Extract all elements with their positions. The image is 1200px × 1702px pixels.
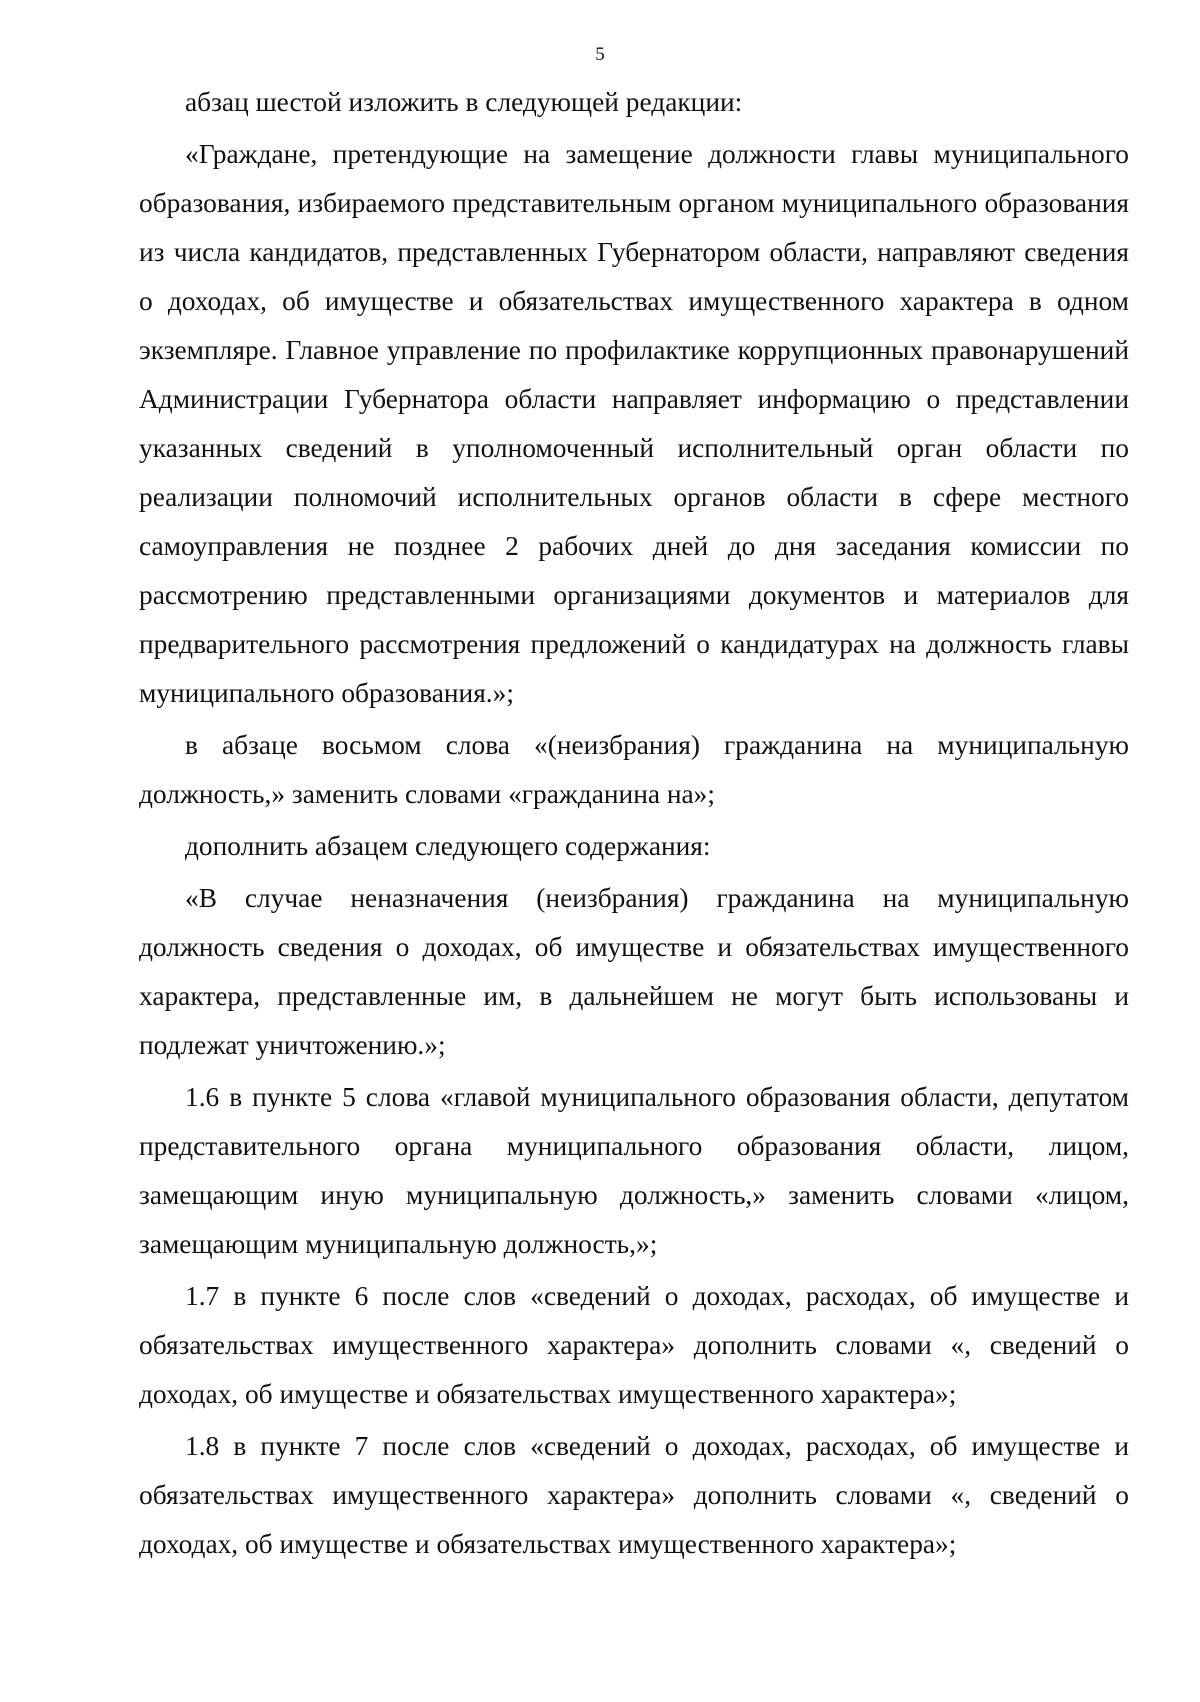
paragraph-supplement: дополнить абзацем следующего содержания: [185, 831, 711, 861]
document-body [139, 78, 1129, 1572]
paragraph-amendment-8: в абзаце восьмом слова «(неизбрания) гражданина на муниципальную должность,» заменить словами «гражданина на»; [139, 730, 1129, 809]
paragraph-quoted-supplement: «В случае неназначения (неизбрания) гражданина на муниципальную должность сведения о доходах, об имуществе и обязательствах имущественного характера, представленные им, в дальнейшем не могут быть использованы и подлежат уничтожению.»; [139, 883, 1129, 1060]
paragraph-item-1-6: 1.6 в пункте 5 слова «главой муниципального образования области, депутатом представительного органа муниципального образования области, лицом, замещающим иную муниципальную должность,» заменить словами «лицом, замещающим муниципальную должность,»; [139, 1082, 1129, 1259]
page-number: 5 [595, 44, 605, 65]
paragraph-quoted-provision: «Граждане, претендующие на замещение должности главы муниципального образования, избираемого представительным органом муниципального образования из числа кандидатов, представленных Губернатором области, направляют сведения о доходах, об имуществе и обязательствах имущественного характера в одном экземпляре. Главное управление по профилактике коррупционных правонарушений Администрации Губернатора области направляет информацию о представлении указанных сведений в уполномоченный исполнительный орган области по реализации полномочий исполнительных органов области в сфере местного самоуправления не позднее 2 рабочих дней до дня заседания комиссии по рассмотрению представленными организациями документов и материалов для предварительного рассмотрения предложений о кандидатурах на должность главы муниципального образования.»; [139, 139, 1129, 708]
paragraph-item-1-8: 1.8 в пункте 7 после слов «сведений о доходах, расходах, об имуществе и обязательствах имущественного характера» дополнить словами «, сведений о доходах, об имуществе и обязательствах имущественного характера»; [139, 1431, 1129, 1559]
paragraph-intro: абзац шестой изложить в следующей редакции: [185, 87, 743, 117]
paragraph-item-1-7: 1.7 в пункте 6 после слов «сведений о доходах, расходах, об имуществе и обязательствах имущественного характера» дополнить словами «, сведений о доходах, об имуществе и обязательствах имущественного характера»; [139, 1281, 1129, 1409]
